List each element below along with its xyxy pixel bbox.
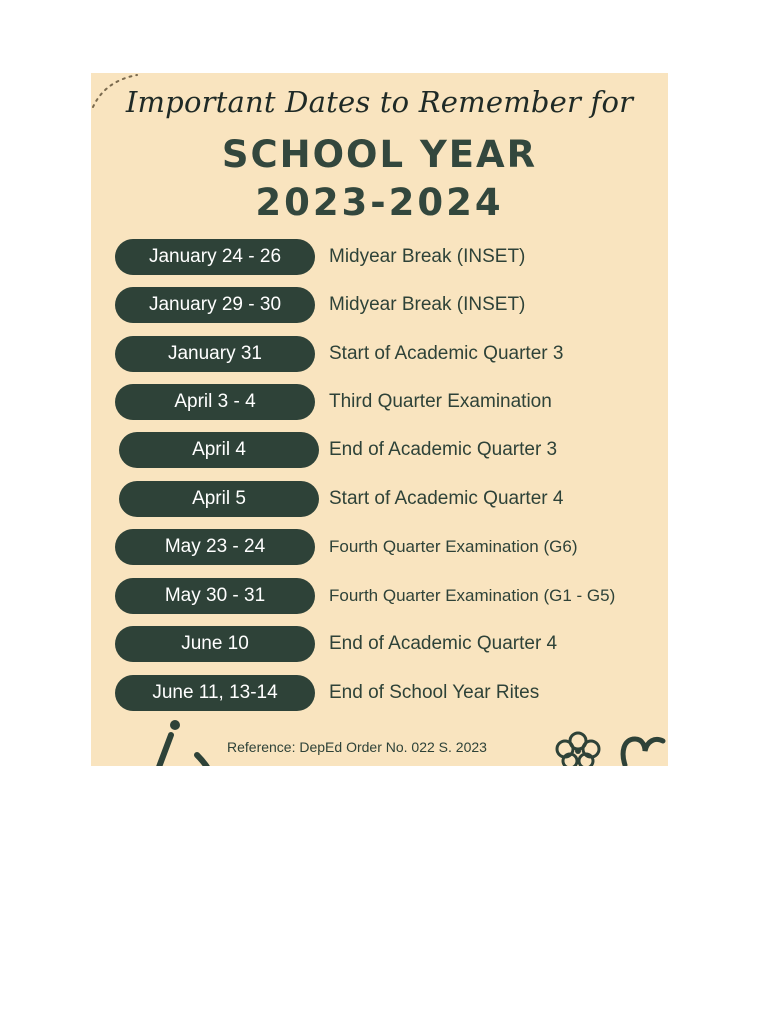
- event-label: Fourth Quarter Examination (G6): [329, 537, 578, 556]
- schedule-row: [91, 529, 668, 565]
- schedule-row: [91, 239, 668, 275]
- date-pill: April 4: [119, 432, 319, 468]
- date-pill: January 29 - 30: [115, 287, 315, 323]
- page-title: SCHOOL YEAR: [221, 133, 538, 176]
- event-label: Midyear Break (INSET): [329, 294, 526, 315]
- event-label: Fourth Quarter Examination (G1 - G5): [329, 586, 616, 605]
- event-label: End of Academic Quarter 3: [329, 439, 558, 460]
- reference-note: Reference: DepEd Order No. 022 S. 2023: [227, 739, 487, 755]
- script-title: Important Dates to Remember for: [125, 85, 634, 119]
- date-pill: January 31: [115, 336, 315, 372]
- event-label: Start of Academic Quarter 3: [329, 343, 564, 364]
- date-pill: May 23 - 24: [115, 529, 315, 565]
- heart-icon: [619, 731, 668, 766]
- schedule-row: [91, 675, 668, 711]
- schedule-row: [91, 626, 668, 662]
- calendar-poster: [91, 73, 668, 766]
- flower-icon: [549, 725, 607, 766]
- schedule-row: [91, 287, 668, 323]
- date-pill: June 11, 13-14: [115, 675, 315, 711]
- date-pill: June 10: [115, 626, 315, 662]
- figure-decoration: [137, 717, 217, 766]
- schedule-row: [91, 336, 668, 372]
- event-label: Third Quarter Examination: [329, 391, 552, 412]
- schedule-row: [91, 481, 668, 517]
- date-pill: January 24 - 26: [115, 239, 315, 275]
- school-year-range: 2023-2024: [255, 181, 504, 224]
- event-label: End of Academic Quarter 4: [329, 633, 558, 654]
- date-pill: April 3 - 4: [115, 384, 315, 420]
- event-label: Midyear Break (INSET): [329, 246, 526, 267]
- schedule-row: [91, 384, 668, 420]
- event-label: Start of Academic Quarter 4: [329, 488, 564, 509]
- schedule-row: [91, 432, 668, 468]
- schedule-row: [91, 578, 668, 614]
- date-pill: April 5: [119, 481, 319, 517]
- event-label: End of School Year Rites: [329, 682, 540, 703]
- date-pill: May 30 - 31: [115, 578, 315, 614]
